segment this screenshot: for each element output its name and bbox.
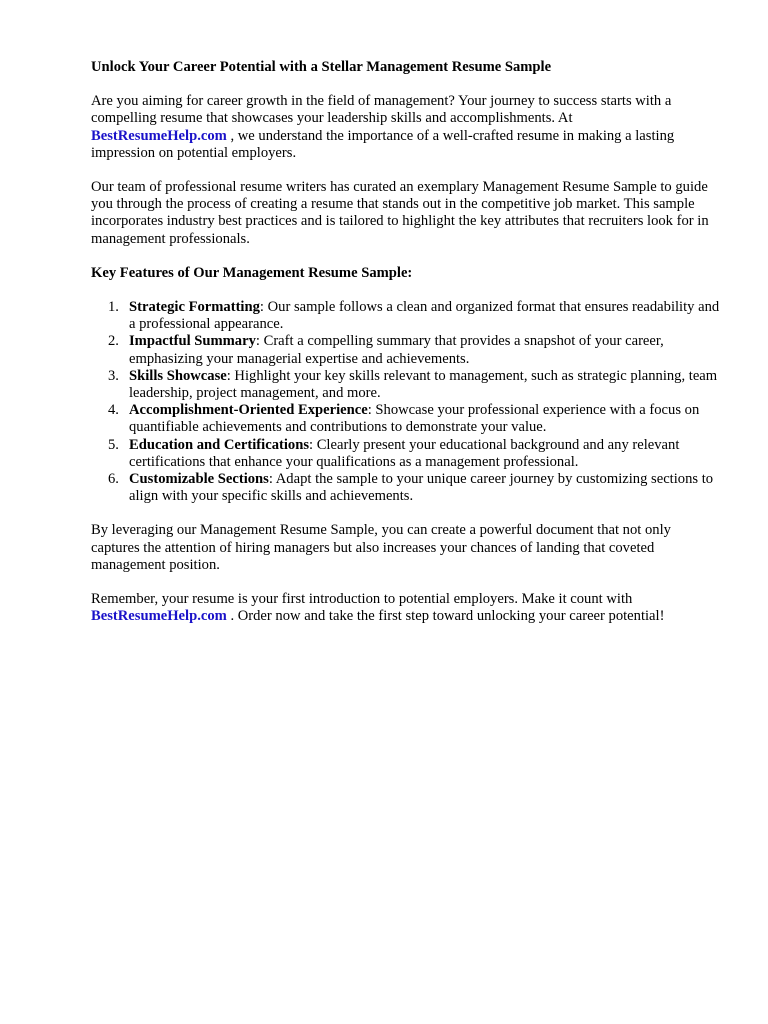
feature-description: : Our sample follows a clean and organized format that ensures readability and a professional appearance. <box>129 299 720 333</box>
list-item-number: 5. <box>108 436 119 453</box>
feature-description: : Showcase your professional experience with a focus on quantifiable achievements and contributions to demonstrate your value. <box>129 402 700 436</box>
feature-term: Accomplishment-Oriented Experience <box>129 402 368 419</box>
team-paragraph: Our team of professional resume writers has curated an exemplary Management Resume Sample to guide you through the process of creating a resume that stands out in the competitive job market. This sample incorporates industry best practices and is tailored to highlight the key attributes that recruiters look for in management professionals. <box>91 179 709 247</box>
list-item <box>91 402 721 436</box>
feature-term: Education and Certifications <box>129 436 309 453</box>
features-list <box>91 299 721 505</box>
intro-site-link[interactable]: BestResumeHelp.com <box>91 127 227 144</box>
leverage-paragraph: By leveraging our Management Resume Sample, you can create a powerful document that not only captures the attention of hiring managers but also increases your chances of landing that coveted management position. <box>91 522 671 573</box>
feature-term: Skills Showcase <box>129 367 227 384</box>
list-item-number: 3. <box>108 367 119 384</box>
list-item-number: 1. <box>108 299 119 316</box>
list-item <box>91 299 721 333</box>
feature-term: Impactful Summary <box>129 333 256 350</box>
feature-description: : Adapt the sample to your unique career journey by customizing sections to align with your specific skills and achievements. <box>129 471 714 505</box>
features-heading: Key Features of Our Management Resume Sample: <box>91 264 413 281</box>
list-item <box>91 333 721 367</box>
feature-description: : Clearly present your educational background and any relevant certifications that enhance your qualifications as a management professional. <box>129 436 680 470</box>
closing-text-after-link: . Order now and take the first step toward unlocking your career potential! <box>230 608 665 625</box>
list-item <box>91 437 721 471</box>
document-page <box>91 59 721 642</box>
feature-description: : Craft a compelling summary that provides a snapshot of your career, emphasizing your managerial expertise and achievements. <box>129 333 664 367</box>
feature-term: Customizable Sections <box>129 471 269 488</box>
list-item-number: 2. <box>108 333 119 350</box>
intro-text-before-link: Are you aiming for career growth in the field of management? Your journey to success starts with a compelling resume that showcases your leadership skills and accomplishments. At <box>91 93 672 127</box>
closing-paragraph <box>91 591 721 625</box>
intro-paragraph <box>91 93 721 162</box>
closing-text-before-link: Remember, your resume is your first introduction to potential employers. Make it count with <box>91 591 633 608</box>
list-item-number: 4. <box>108 402 119 419</box>
closing-site-link[interactable]: BestResumeHelp.com <box>91 608 227 625</box>
list-item <box>91 368 721 402</box>
feature-description: : Highlight your key skills relevant to management, such as strategic planning, team leadership, project management, and more. <box>129 367 718 402</box>
list-item-number: 6. <box>108 471 119 488</box>
document-title: Unlock Your Career Potential with a Stellar Management Resume Sample <box>91 59 552 75</box>
list-item <box>91 471 721 505</box>
intro-text-after-link: , we understand the importance of a well-crafted resume in making a lasting impression on potential employers. <box>91 127 675 161</box>
feature-term: Strategic Formatting <box>129 299 260 316</box>
